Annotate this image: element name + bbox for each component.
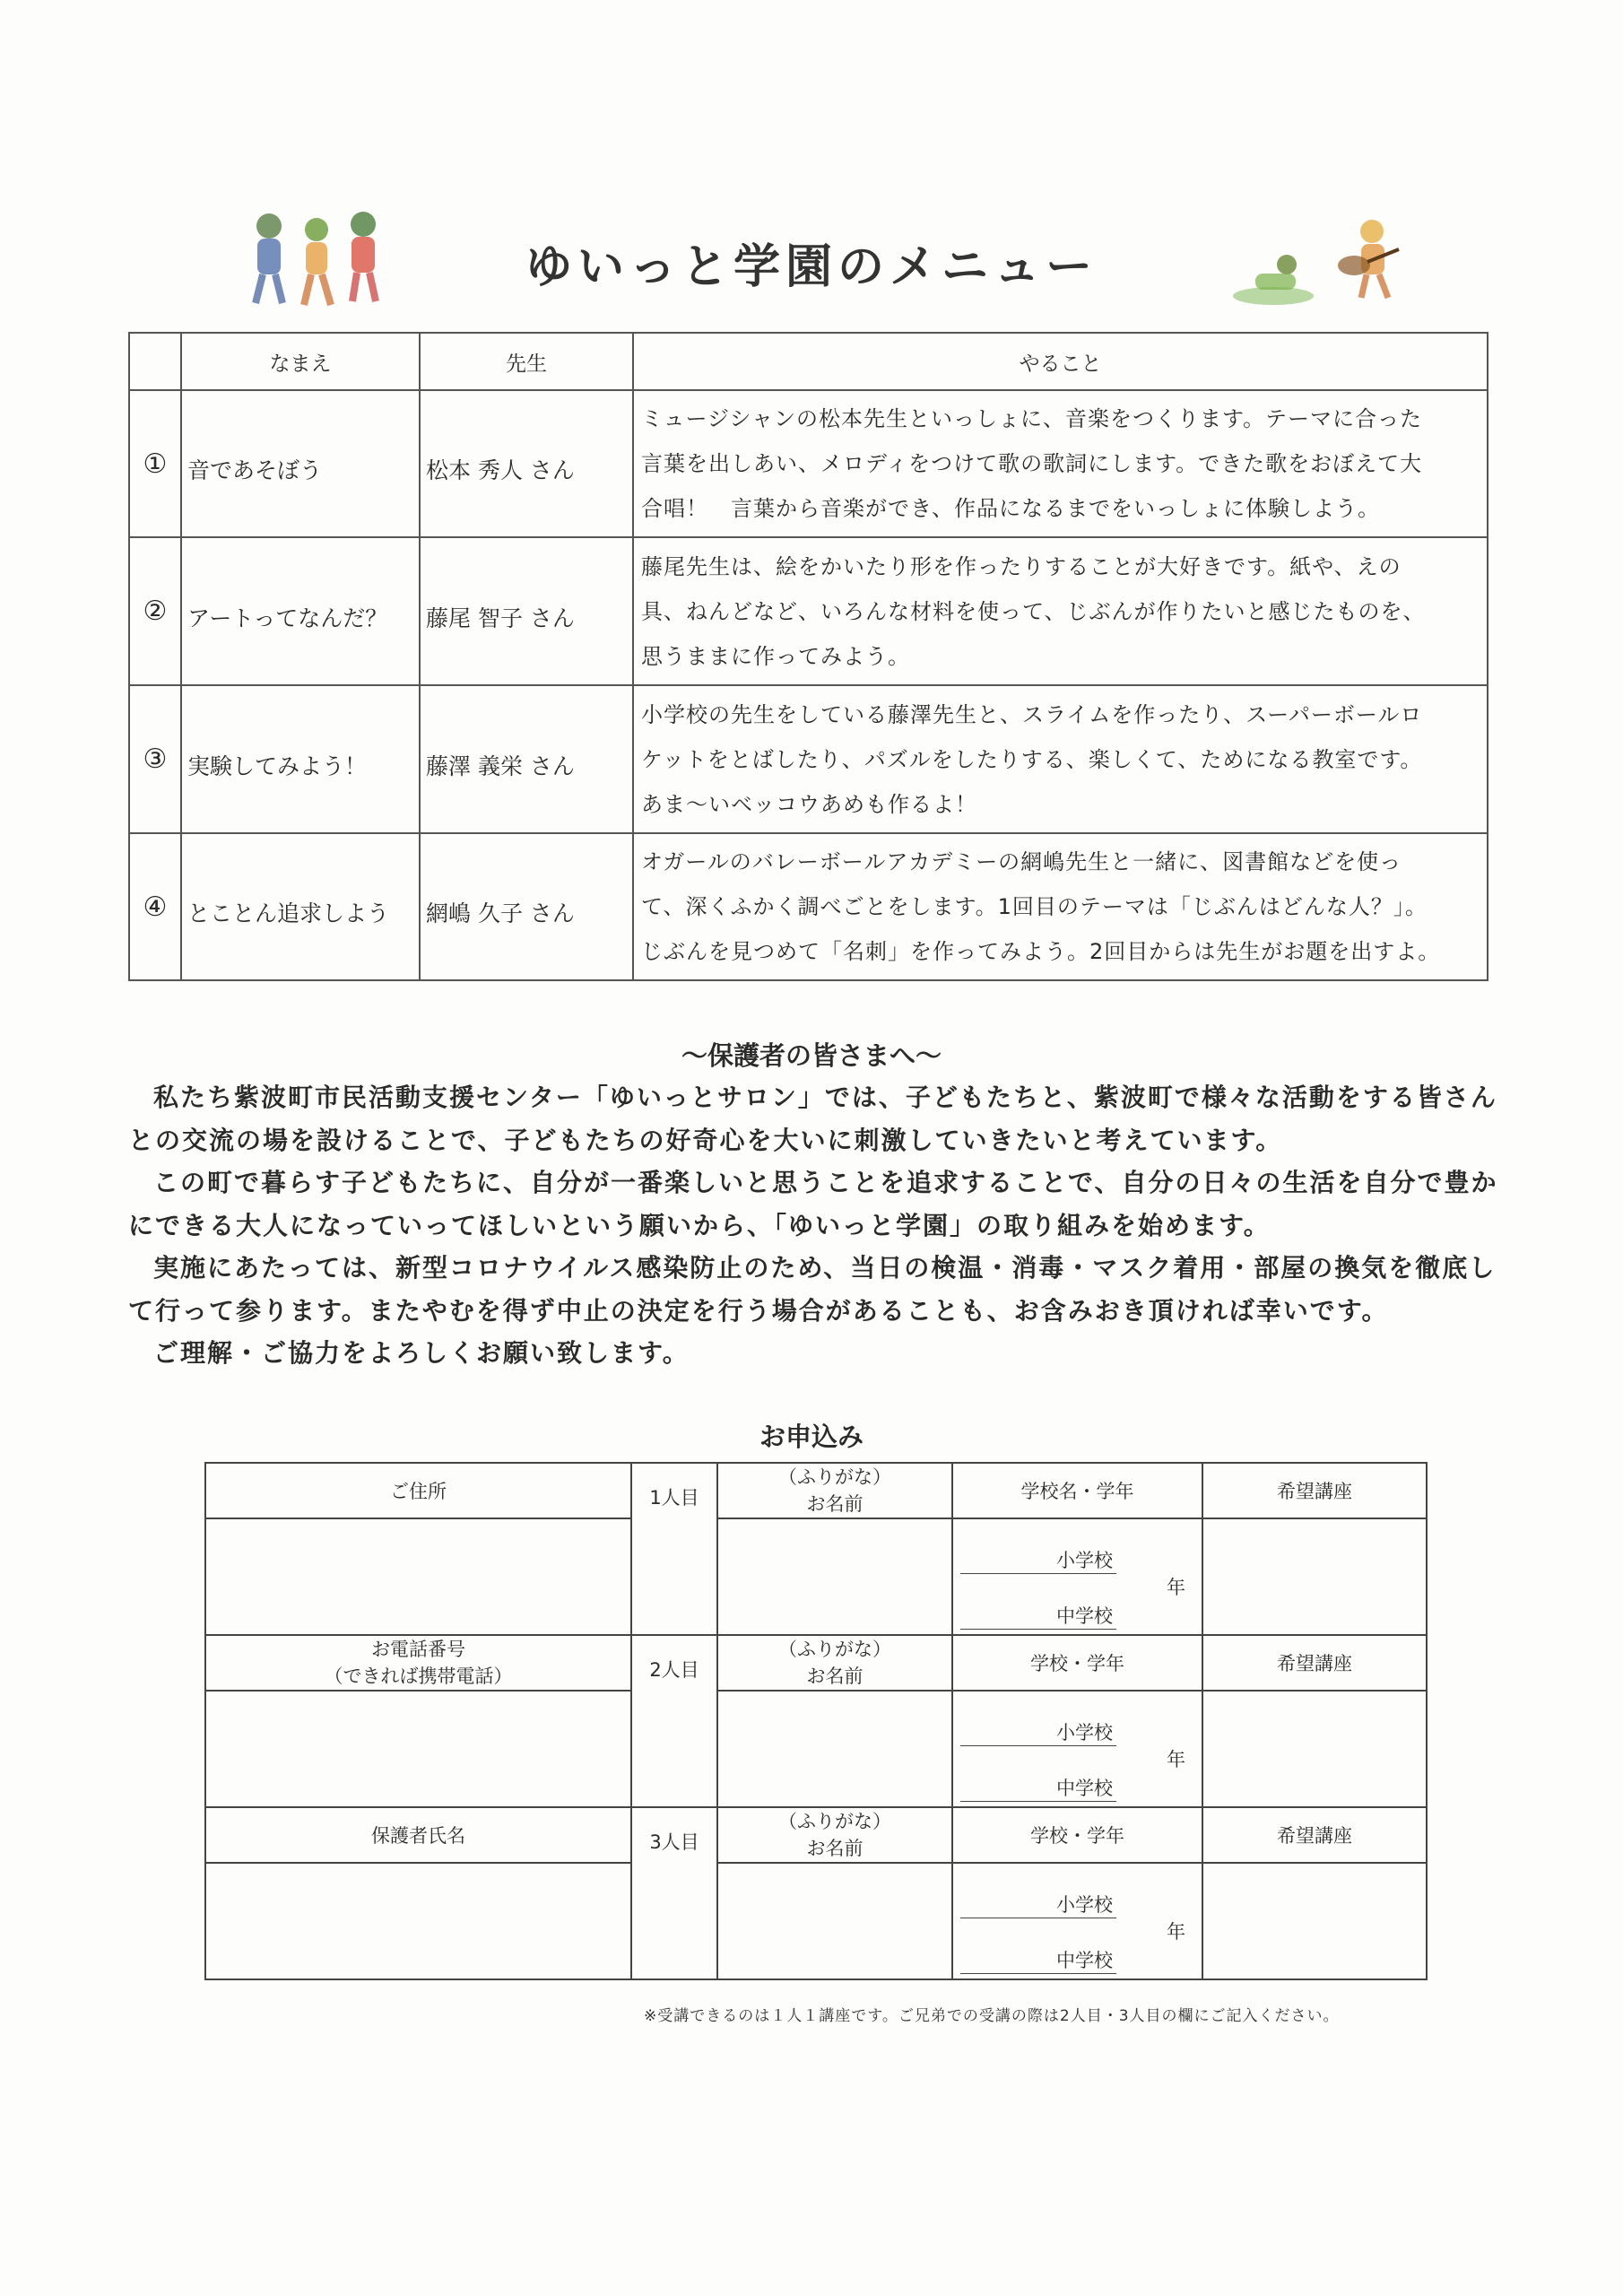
menu-row: [129, 685, 1488, 833]
menu-row-number: ②: [129, 537, 181, 685]
school-field-1[interactable]: [952, 1518, 1202, 1635]
description-line: オガールのバレーボールアカデミーの網嶋先生と一緒に、図書館などを使っ: [641, 849, 1402, 874]
phone-label-line1: お電話番号: [371, 1639, 465, 1660]
menu-header-name: なまえ: [181, 333, 420, 390]
course-name: とことん追求しよう: [181, 833, 420, 980]
application-heading: お申込み: [759, 1422, 864, 1452]
description-line: 小学校の先生をしている藤澤先生と、スライムを作ったり、スーパーボールロ: [641, 701, 1423, 727]
phone-field[interactable]: [205, 1691, 631, 1807]
junior-label: 中学校: [960, 1602, 1116, 1630]
name-field-3[interactable]: [717, 1863, 952, 1979]
footnote: ※受講できるのは１人１講座です。ご兄弟での受講の際は2人目・3人目の欄にご記入ください。: [644, 2007, 1340, 2025]
name-label: [717, 1807, 952, 1863]
school-field-3[interactable]: [952, 1863, 1202, 1979]
course-field-1[interactable]: [1202, 1518, 1427, 1635]
course-description: [633, 390, 1488, 537]
address-field[interactable]: [205, 1518, 631, 1635]
elementary-label: 小学校: [960, 1891, 1116, 1918]
menu-table: [128, 332, 1488, 981]
address-label: ご住所: [205, 1463, 631, 1518]
course-description: [633, 685, 1488, 833]
menu-header-row: [129, 333, 1488, 390]
menu-header-content: やること: [633, 333, 1488, 390]
description-line: 思うままに作ってみよう。: [641, 643, 910, 669]
menu-row: [129, 390, 1488, 537]
description-line: ミュージシャンの松本先生といっしょに、音楽をつくります。テーマに合った: [641, 406, 1423, 431]
menu-header-teacher: 先生: [420, 333, 633, 390]
furigana-label: （ふりがな）: [778, 1811, 891, 1832]
guardian-message: [128, 1076, 1500, 1375]
description-line: あま～いベッコウあめも作るよ！: [641, 791, 977, 817]
furigana-label: （ふりがな）: [778, 1466, 891, 1488]
course-label: 希望講座: [1202, 1635, 1427, 1691]
teacher-name: 松本 秀人 さん: [420, 390, 633, 537]
course-field-2[interactable]: [1202, 1691, 1427, 1807]
course-name: アートってなんだ？: [181, 537, 420, 685]
description-line: 藤尾先生は、絵をかいたり形を作ったりすることが大好きです。紙や、えの: [641, 553, 1402, 579]
course-name: 音であそぼう: [181, 390, 420, 537]
name-label-text: お名前: [806, 1665, 864, 1687]
school-grade-label: 学校・学年: [952, 1635, 1202, 1691]
person-label: 1人目: [631, 1463, 717, 1635]
description-line: 言葉を出しあい、メロディをつけて歌の歌詞にします。できた歌をおぼえて大: [641, 451, 1423, 476]
phone-label: [205, 1635, 631, 1691]
description-line: て、深くふかく調べごとをします。1回目のテーマは「じぶんはどんな人？」。: [641, 894, 1428, 919]
junior-label: 中学校: [960, 1946, 1116, 1974]
school-grade-label: 学校・学年: [952, 1807, 1202, 1863]
menu-row-number: ①: [129, 390, 181, 537]
phone-label-line2: （できれば携帯電話）: [324, 1665, 513, 1687]
junior-label: 中学校: [960, 1774, 1116, 1802]
course-description: [633, 833, 1488, 980]
guardian-heading: ～保護者の皆さまへ～: [681, 1040, 942, 1071]
description-line: 具、ねんどなど、いろんな材料を使って、じぶんが作りたいと感じたものを、: [641, 598, 1426, 624]
menu-row: [129, 833, 1488, 980]
name-field-1[interactable]: [717, 1518, 952, 1635]
course-field-3[interactable]: [1202, 1863, 1427, 1979]
guardian-name-label: 保護者氏名: [205, 1807, 631, 1863]
guardian-name-field[interactable]: [205, 1863, 631, 1979]
name-field-2[interactable]: [717, 1691, 952, 1807]
guardian-paragraph: この町で暮らす子どもたちに、自分が一番楽しいと思うことを追求することで、自分の日々の生活を自分で豊かにできる大人になっていってほしいという願いから、「ゆいっと学園」の取り組みを始めます。: [128, 1168, 1498, 1240]
furigana-label: （ふりがな）: [778, 1639, 891, 1660]
menu-row: [129, 537, 1488, 685]
name-label-text: お名前: [806, 1838, 864, 1859]
course-name: 実験してみよう！: [181, 685, 420, 833]
school-field-2[interactable]: [952, 1691, 1202, 1807]
grade-label: 年: [1167, 1921, 1185, 1943]
name-label: [717, 1463, 952, 1518]
teacher-name: 網嶋 久子 さん: [420, 833, 633, 980]
page-title: ゆいっと学園のメニュー: [525, 240, 1098, 294]
menu-row-number: ④: [129, 833, 181, 980]
application-form: [204, 1462, 1428, 1980]
description-line: 合唱！ 言葉から音楽ができ、作品になるまでをいっしょに体験しよう。: [641, 496, 1381, 521]
school-grade-label: 学校名・学年: [952, 1463, 1202, 1518]
grade-label: 年: [1167, 1749, 1185, 1770]
course-label: 希望講座: [1202, 1463, 1427, 1518]
menu-header-num: [129, 333, 181, 390]
description-line: ケットをとばしたり、パズルをしたりする、楽しくて、ためになる教室です。: [641, 746, 1423, 772]
menu-row-number: ③: [129, 685, 181, 833]
description-line: じぶんを見つめて「名刺」を作ってみよう。2回目からは先生がお題を出すよ。: [641, 939, 1441, 964]
elementary-label: 小学校: [960, 1718, 1116, 1746]
teacher-name: 藤澤 義栄 さん: [420, 685, 633, 833]
guardian-paragraph: 実施にあたっては、新型コロナウイルス感染防止のため、当日の検温・消毒・マスク着用・部屋の換気を徹底して行って参ります。またやむを得ず中止の決定を行う場合があることも、お含みおき頂ければ幸いです。: [128, 1253, 1497, 1326]
teacher-name: 藤尾 智子 さん: [420, 537, 633, 685]
name-label: [717, 1635, 952, 1691]
person-label: 2人目: [631, 1635, 717, 1807]
elementary-label: 小学校: [960, 1546, 1116, 1574]
person-label: 3人目: [631, 1807, 717, 1979]
guardian-paragraph: 私たち紫波町市民活動支援センター「ゆいっとサロン」では、子どもたちと、紫波町で様々な活動をする皆さんとの交流の場を設けることで、子どもたちの好奇心を大いに刺激していきたいと考えています。: [128, 1083, 1497, 1155]
guardian-paragraph: ご理解・ご協力をよろしくお願い致します。: [153, 1338, 690, 1368]
name-label-text: お名前: [806, 1493, 864, 1515]
course-label: 希望講座: [1202, 1807, 1427, 1863]
course-description: [633, 537, 1488, 685]
grade-label: 年: [1167, 1577, 1185, 1598]
